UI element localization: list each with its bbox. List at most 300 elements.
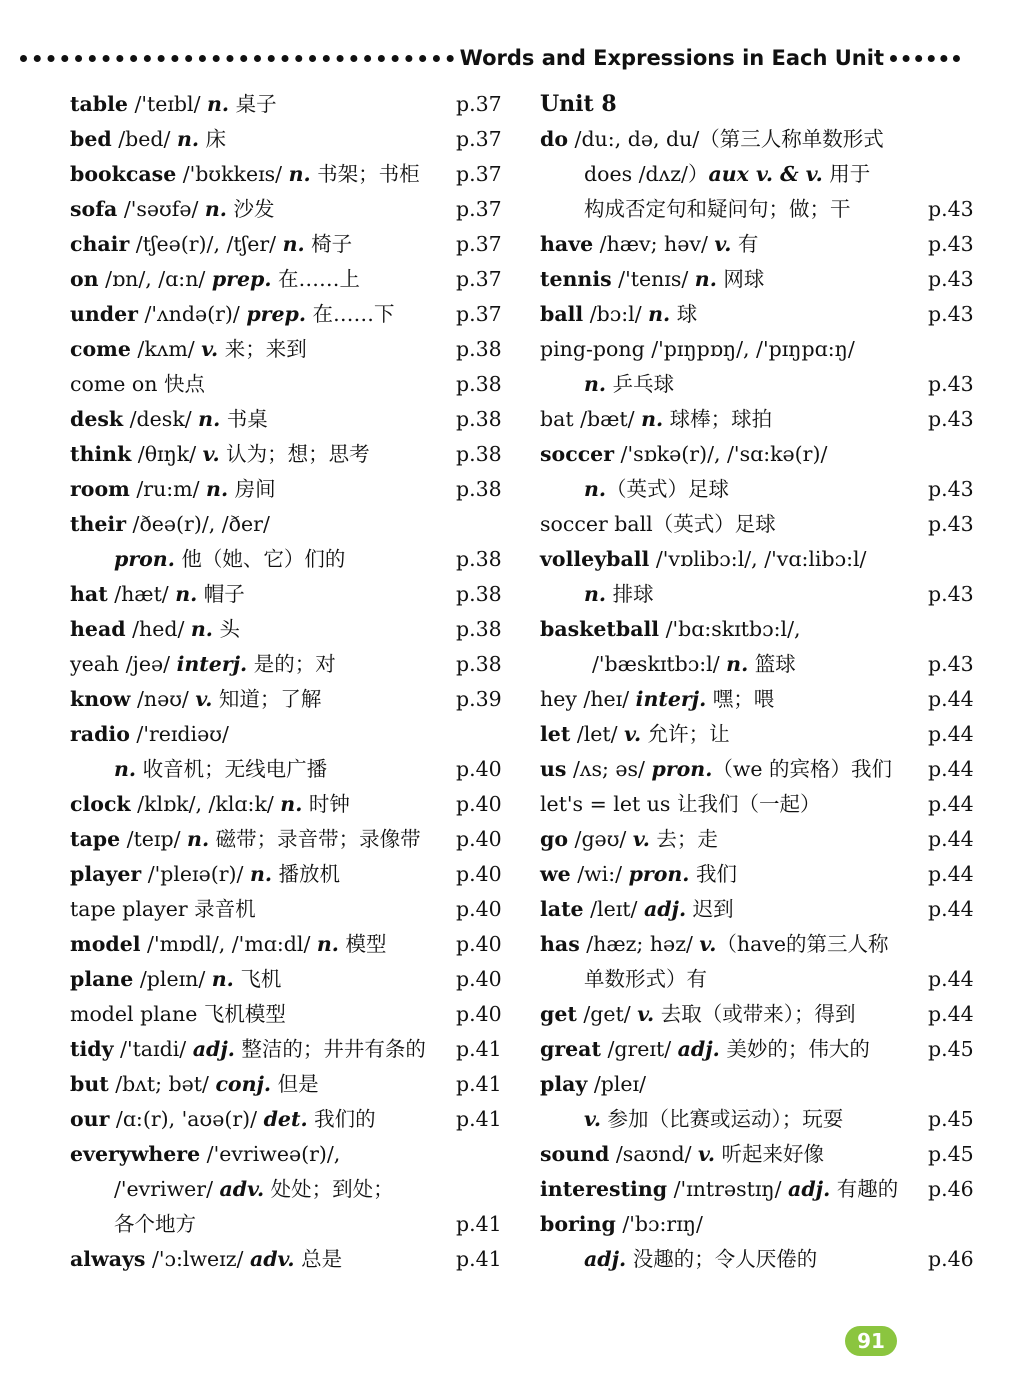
part-of-speech: interj.	[635, 687, 707, 711]
vocab-line	[70, 542, 510, 577]
entry-definition: 房间	[228, 477, 276, 501]
entry-definition: 收音机；无线电广播	[136, 757, 328, 781]
page-ref: p.40	[456, 862, 502, 886]
unit-heading: Unit 8	[540, 91, 617, 117]
entry-phonetic: /'ɪntrəstɪŋ/	[667, 1177, 789, 1201]
part-of-speech: n.	[249, 862, 272, 886]
vocab-line	[540, 297, 980, 332]
entry-text	[70, 1137, 340, 1172]
headword: do	[540, 127, 569, 151]
entry-definition: 嘿；喂	[706, 687, 775, 711]
page-ref: p.37	[456, 302, 502, 326]
entry-text	[540, 437, 827, 472]
entry-text	[70, 962, 281, 997]
entry-definition: 我们的	[307, 1107, 376, 1131]
part-of-speech: n.	[190, 617, 213, 641]
part-of-speech: n.	[726, 652, 749, 676]
entry-text	[70, 157, 420, 192]
entry-definition: 认为；想；思考	[219, 442, 370, 466]
entry-definition: 书架；书柜	[310, 162, 420, 186]
entry-phonetic: /leɪt/	[583, 897, 644, 921]
page-ref: p.44	[928, 827, 974, 851]
entry-definition: 桌子	[229, 92, 277, 116]
headword: boring	[540, 1212, 616, 1236]
entry-phonetic: /kʌm/	[130, 337, 202, 361]
entry-phonetic: /get/	[576, 1002, 638, 1026]
page-ref: p.43	[928, 302, 974, 326]
vocab-line	[70, 1102, 510, 1137]
entry-phonetic: /bed/	[111, 127, 177, 151]
vocab-line	[540, 1242, 980, 1277]
entry-phonetic: /hæv; həv/	[593, 232, 715, 256]
vocab-line	[70, 822, 510, 857]
headword: let	[540, 722, 571, 746]
entry-text	[540, 542, 866, 577]
entry-phonetic: /gəʊ/	[568, 827, 633, 851]
entry-definition: 排球	[606, 582, 654, 606]
part-of-speech: adv.	[249, 1247, 295, 1271]
part-of-speech: prep.	[211, 267, 272, 291]
vocab-line	[70, 787, 510, 822]
part-of-speech: pron.	[651, 757, 713, 781]
entry-text	[540, 787, 820, 822]
entry-definition: 美妙的；伟大的	[719, 1037, 870, 1061]
headword: under	[70, 302, 138, 326]
vocab-line	[70, 1067, 510, 1102]
headword: basketball	[540, 617, 660, 641]
entry-definition: 总是	[294, 1247, 343, 1271]
headword: on	[70, 267, 99, 291]
headword: sound	[540, 1142, 610, 1166]
vocab-line	[540, 227, 980, 262]
entry-text	[540, 507, 776, 542]
entry-text	[584, 367, 674, 402]
headword: ball	[540, 302, 584, 326]
part-of-speech: v.	[195, 687, 213, 711]
right-column	[540, 87, 980, 1277]
part-of-speech: n.	[176, 127, 199, 151]
part-of-speech: adj.	[788, 1177, 831, 1201]
entry-text	[584, 192, 851, 227]
headword: player	[70, 862, 142, 886]
headword: late	[540, 897, 584, 921]
page-ref: p.44	[928, 722, 974, 746]
page-ref: p.46	[928, 1177, 974, 1201]
part-of-speech: adj.	[643, 897, 687, 921]
vocab-line	[70, 857, 510, 892]
page-ref: p.37	[456, 232, 502, 256]
vocab-line	[540, 612, 980, 647]
left-column	[70, 87, 510, 1277]
page-ref: p.38	[456, 442, 502, 466]
vocab-line	[70, 577, 510, 612]
entry-phonetic: /pleɪ/	[587, 1072, 647, 1096]
vocab-line	[70, 752, 510, 787]
entry-text	[114, 1207, 196, 1242]
vocab-line	[540, 787, 980, 822]
vocab-line	[70, 1172, 510, 1207]
entry-text	[70, 997, 286, 1032]
page-ref: p.44	[928, 687, 974, 711]
page-ref: p.43	[928, 372, 974, 396]
entry-definition: 我们	[689, 862, 737, 886]
entry-text	[70, 857, 340, 892]
page-ref: p.38	[456, 372, 502, 396]
vocab-line	[540, 1172, 980, 1207]
entry-definition: 知道；了解	[212, 687, 322, 711]
vocab-line	[540, 192, 980, 227]
part-of-speech: n.	[198, 407, 221, 431]
entry-text	[70, 192, 274, 227]
headword: know	[70, 687, 131, 711]
entry-phonetic: /'vɒlibɔ:l/, /'vɑ:libɔ:l/	[649, 547, 867, 571]
part-of-speech: conj.	[215, 1072, 272, 1096]
page-ref: p.38	[456, 652, 502, 676]
part-of-speech: v.	[624, 722, 642, 746]
entry-definition: 球	[670, 302, 698, 326]
vocab-line	[540, 472, 980, 507]
entry-phonetic: /du:, də, du/（第三人称单数形式	[568, 127, 884, 151]
entry-phonetic: /θɪŋk/	[131, 442, 203, 466]
entry-text	[70, 1102, 376, 1137]
part-of-speech: v.	[699, 932, 717, 956]
entry-definition: 用于	[822, 162, 871, 186]
headword: table	[70, 92, 128, 116]
headword: soccer	[540, 442, 615, 466]
part-of-speech: n.	[694, 267, 717, 291]
entry-text	[540, 857, 737, 892]
headword: get	[540, 1002, 577, 1026]
entry-phonetic: /let/	[570, 722, 625, 746]
entry-phonetic: /'mɒdl/, /'mɑ:dl/	[140, 932, 317, 956]
vocab-line	[540, 507, 980, 542]
page-ref: p.43	[928, 582, 974, 606]
entry-definition: 飞机	[233, 967, 282, 991]
page-ref: p.38	[456, 407, 502, 431]
entry-definition: （we 的宾格）我们	[712, 757, 893, 781]
page-ref: p.40	[456, 897, 502, 921]
vocab-line	[70, 892, 510, 927]
entry-definition: 在……下	[305, 302, 395, 326]
vocab-line	[70, 122, 510, 157]
vocab-line	[70, 647, 510, 682]
entry-phonetic: 各个地方	[114, 1212, 196, 1236]
entry-phonetic: /hæz; həz/	[579, 932, 700, 956]
part-of-speech: v.	[632, 827, 650, 851]
headword: hat	[70, 582, 108, 606]
entry-phonetic: bat /bæt/	[540, 407, 642, 431]
entry-phonetic: 构成否定句和疑问句；做；干	[584, 197, 851, 221]
entry-phonetic: /'bæskɪtbɔ:l/	[592, 652, 727, 676]
entry-phonetic: /ɑ:(r), 'aʊə(r)/	[109, 1107, 264, 1131]
entry-text	[70, 927, 386, 962]
page-ref: p.44	[928, 897, 974, 921]
entry-definition: 网球	[716, 267, 765, 291]
entry-definition: 球棒；球拍	[663, 407, 773, 431]
part-of-speech: n.	[584, 372, 607, 396]
entry-text	[584, 1102, 843, 1137]
headword: play	[540, 1072, 588, 1096]
part-of-speech: n.	[282, 232, 305, 256]
page-ref: p.41	[456, 1247, 502, 1271]
entry-phonetic: /'səʊfə/	[117, 197, 205, 221]
entry-definition: 允许；让	[641, 722, 730, 746]
entry-definition: 去取（或带来）；得到	[654, 1002, 856, 1026]
page-ref: p.37	[456, 267, 502, 291]
entry-text	[584, 157, 870, 192]
entry-phonetic: /pleɪn/	[133, 967, 212, 991]
entry-phonetic: /'tenɪs/	[611, 267, 695, 291]
vocab-line	[540, 122, 980, 157]
page-ref: p.46	[928, 1247, 974, 1271]
header-dots-right	[890, 55, 960, 62]
entry-phonetic: ping-pong /'pɪŋpɒŋ/, /'pɪŋpɑ:ŋ/	[540, 337, 855, 361]
entry-text	[540, 122, 884, 157]
part-of-speech: n.	[648, 302, 671, 326]
entry-text	[70, 402, 268, 437]
part-of-speech: v.	[698, 1142, 715, 1166]
entry-text	[540, 1032, 870, 1067]
entry-text	[540, 1172, 898, 1207]
vocab-line	[540, 332, 980, 367]
entry-phonetic: /ʌs; əs/	[566, 757, 652, 781]
vocab-line	[70, 192, 510, 227]
entry-phonetic: /'sɒkə(r)/, /'sɑ:kə(r)/	[614, 442, 828, 466]
entry-definition: 头	[212, 617, 240, 641]
vocab-line	[540, 857, 980, 892]
entry-phonetic: tape player 录音机	[70, 897, 256, 921]
part-of-speech: aux v. & v.	[708, 162, 823, 186]
headword: desk	[70, 407, 124, 431]
entry-phonetic: /'bɔ:rɪŋ/	[615, 1212, 703, 1236]
entry-text	[540, 402, 772, 437]
vocab-line	[70, 927, 510, 962]
entry-definition: 床	[199, 127, 227, 151]
vocab-line	[70, 682, 510, 717]
entry-text	[540, 1137, 824, 1172]
entry-definition: 书桌	[220, 407, 268, 431]
entry-phonetic: hey /heɪ/	[540, 687, 636, 711]
part-of-speech: n.	[641, 407, 664, 431]
page-ref: p.41	[456, 1037, 502, 1061]
entry-text	[540, 892, 734, 927]
part-of-speech: n.	[316, 932, 339, 956]
part-of-speech: v.	[714, 232, 732, 256]
entry-phonetic: /ðeə(r)/, /ðer/	[126, 512, 270, 536]
part-of-speech: v.	[202, 442, 220, 466]
headword: but	[70, 1072, 109, 1096]
headword: their	[70, 512, 127, 536]
entry-text	[540, 717, 730, 752]
page-ref: p.45	[928, 1037, 974, 1061]
page-ref: p.38	[456, 617, 502, 641]
headword: us	[540, 757, 567, 781]
vocab-line	[70, 402, 510, 437]
entry-definition: 去；走	[649, 827, 718, 851]
page-ref: p.41	[456, 1072, 502, 1096]
entry-phonetic: yeah /jeə/	[70, 652, 177, 676]
entry-text	[540, 682, 774, 717]
entry-text	[70, 1067, 319, 1102]
vocab-line	[540, 87, 980, 122]
part-of-speech: n.	[206, 477, 229, 501]
part-of-speech: n.	[584, 477, 607, 501]
entry-text	[70, 647, 336, 682]
entry-phonetic: /'bɑ:skɪtbɔ:l/,	[659, 617, 801, 641]
entry-text	[540, 822, 718, 857]
vocab-line	[540, 157, 980, 192]
part-of-speech: det.	[263, 1107, 308, 1131]
entry-phonetic: /greɪt/	[600, 1037, 678, 1061]
entry-definition: 整洁的；井井有条的	[234, 1037, 426, 1061]
headword: tape	[70, 827, 121, 851]
page-ref: p.44	[928, 792, 974, 816]
headword: we	[540, 862, 571, 886]
page-ref: p.43	[928, 512, 974, 536]
entry-phonetic: /'evriweə(r)/,	[200, 1142, 341, 1166]
entry-phonetic: /'pleɪə(r)/	[141, 862, 250, 886]
entry-phonetic: /desk/	[123, 407, 199, 431]
page-number-badge: 91	[845, 1326, 897, 1356]
entry-definition: （have的第三人称	[716, 932, 889, 956]
headword: go	[540, 827, 569, 851]
page-ref: p.41	[456, 1107, 502, 1131]
vocab-line	[70, 1032, 510, 1067]
vocab-line	[70, 507, 510, 542]
entry-phonetic: /'bʊkkeɪs/	[176, 162, 289, 186]
part-of-speech: pron.	[114, 547, 175, 571]
entry-definition: （英式）足球	[606, 477, 730, 501]
entry-text	[540, 1067, 646, 1102]
page-ref: p.43	[928, 232, 974, 256]
vocab-line	[540, 437, 980, 472]
page-ref: p.44	[928, 967, 974, 991]
part-of-speech: n.	[204, 197, 227, 221]
entry-phonetic: /saʊnd/	[609, 1142, 698, 1166]
page-ref: p.39	[456, 687, 502, 711]
entry-definition: 时钟	[302, 792, 350, 816]
vocab-line	[70, 1242, 510, 1277]
entry-phonetic: /wi:/	[570, 862, 629, 886]
entry-text	[70, 822, 421, 857]
page-ref: p.40	[456, 827, 502, 851]
vocab-line	[540, 1137, 980, 1172]
headword: interesting	[540, 1177, 668, 1201]
page-ref: p.45	[928, 1107, 974, 1131]
headword: everywhere	[70, 1142, 201, 1166]
headword: volleyball	[540, 547, 650, 571]
headword: head	[70, 617, 126, 641]
entry-text	[584, 962, 707, 997]
entry-phonetic: soccer ball（英式）足球	[540, 512, 776, 536]
part-of-speech: adv.	[219, 1177, 265, 1201]
entry-text	[70, 507, 270, 542]
vocab-line	[70, 87, 510, 122]
entry-definition: 沙发	[226, 197, 275, 221]
entry-definition: 有	[731, 232, 759, 256]
entry-text	[540, 227, 758, 262]
entry-phonetic: /'teɪbl/	[127, 92, 208, 116]
header-dots-left	[20, 55, 454, 62]
entry-text	[70, 717, 229, 752]
entry-definition: 篮球	[748, 652, 796, 676]
entry-definition: 有趣的	[830, 1177, 899, 1201]
entry-phonetic: /hæt/	[107, 582, 176, 606]
page-ref: p.41	[456, 1212, 502, 1236]
entry-text	[70, 122, 226, 157]
page-title: Words and Expressions in Each Unit	[459, 46, 884, 70]
vocab-line	[70, 472, 510, 507]
entry-text	[540, 752, 892, 787]
entry-phonetic: /bʌt; bət/	[108, 1072, 216, 1096]
vocab-line	[70, 1207, 510, 1242]
headword: tidy	[70, 1037, 114, 1061]
vocab-line	[70, 997, 510, 1032]
entry-text	[70, 87, 277, 122]
page-ref: p.37	[456, 197, 502, 221]
part-of-speech: v.	[201, 337, 219, 361]
entry-text	[540, 612, 801, 647]
entry-text	[70, 787, 350, 822]
entry-definition: 迟到	[686, 897, 734, 921]
entry-definition: 参加（比赛或运动）；玩耍	[601, 1107, 844, 1131]
page-ref: p.40	[456, 792, 502, 816]
page-ref: p.43	[928, 477, 974, 501]
entry-text	[114, 1172, 394, 1207]
entry-phonetic: let's = let us 让我们（一起）	[540, 792, 821, 816]
vocab-line	[70, 437, 510, 472]
entry-definition: 听起来好像	[715, 1142, 825, 1166]
part-of-speech: n.	[187, 827, 210, 851]
entry-phonetic: /'ɔ:lweɪz/	[145, 1247, 250, 1271]
entry-definition: 磁带；录音带；录像带	[209, 827, 421, 851]
entry-phonetic: /ru:m/	[129, 477, 207, 501]
entry-text	[540, 262, 764, 297]
entry-text	[592, 647, 796, 682]
entry-phonetic: /'evriwer/	[114, 1177, 220, 1201]
vocab-line	[540, 962, 980, 997]
part-of-speech: n.	[288, 162, 311, 186]
page-header	[20, 40, 960, 76]
vocab-line	[540, 997, 980, 1032]
entry-text	[114, 752, 327, 787]
part-of-speech: v.	[584, 1107, 601, 1131]
entry-phonetic: /klɒk/, /klɑ:k/	[130, 792, 281, 816]
entry-text	[540, 1207, 703, 1242]
vocab-line	[70, 332, 510, 367]
vocab-line	[540, 402, 980, 437]
vocab-line	[540, 262, 980, 297]
entry-text	[114, 542, 345, 577]
page-ref: p.43	[928, 652, 974, 676]
entry-text	[70, 682, 321, 717]
headword: radio	[70, 722, 130, 746]
page-ref: p.37	[456, 162, 502, 186]
entry-phonetic: /'ʌndə(r)/	[138, 302, 247, 326]
part-of-speech: v.	[637, 1002, 655, 1026]
part-of-speech: n.	[114, 757, 137, 781]
page-ref: p.40	[456, 932, 502, 956]
part-of-speech: adj.	[677, 1037, 720, 1061]
page-ref: p.37	[456, 92, 502, 116]
vocab-line	[70, 262, 510, 297]
headword: great	[540, 1037, 601, 1061]
entry-definition: 在……上	[271, 267, 361, 291]
page-ref: p.40	[456, 1002, 502, 1026]
vocab-line	[70, 157, 510, 192]
entry-text	[70, 892, 256, 927]
headword: bookcase	[70, 162, 177, 186]
